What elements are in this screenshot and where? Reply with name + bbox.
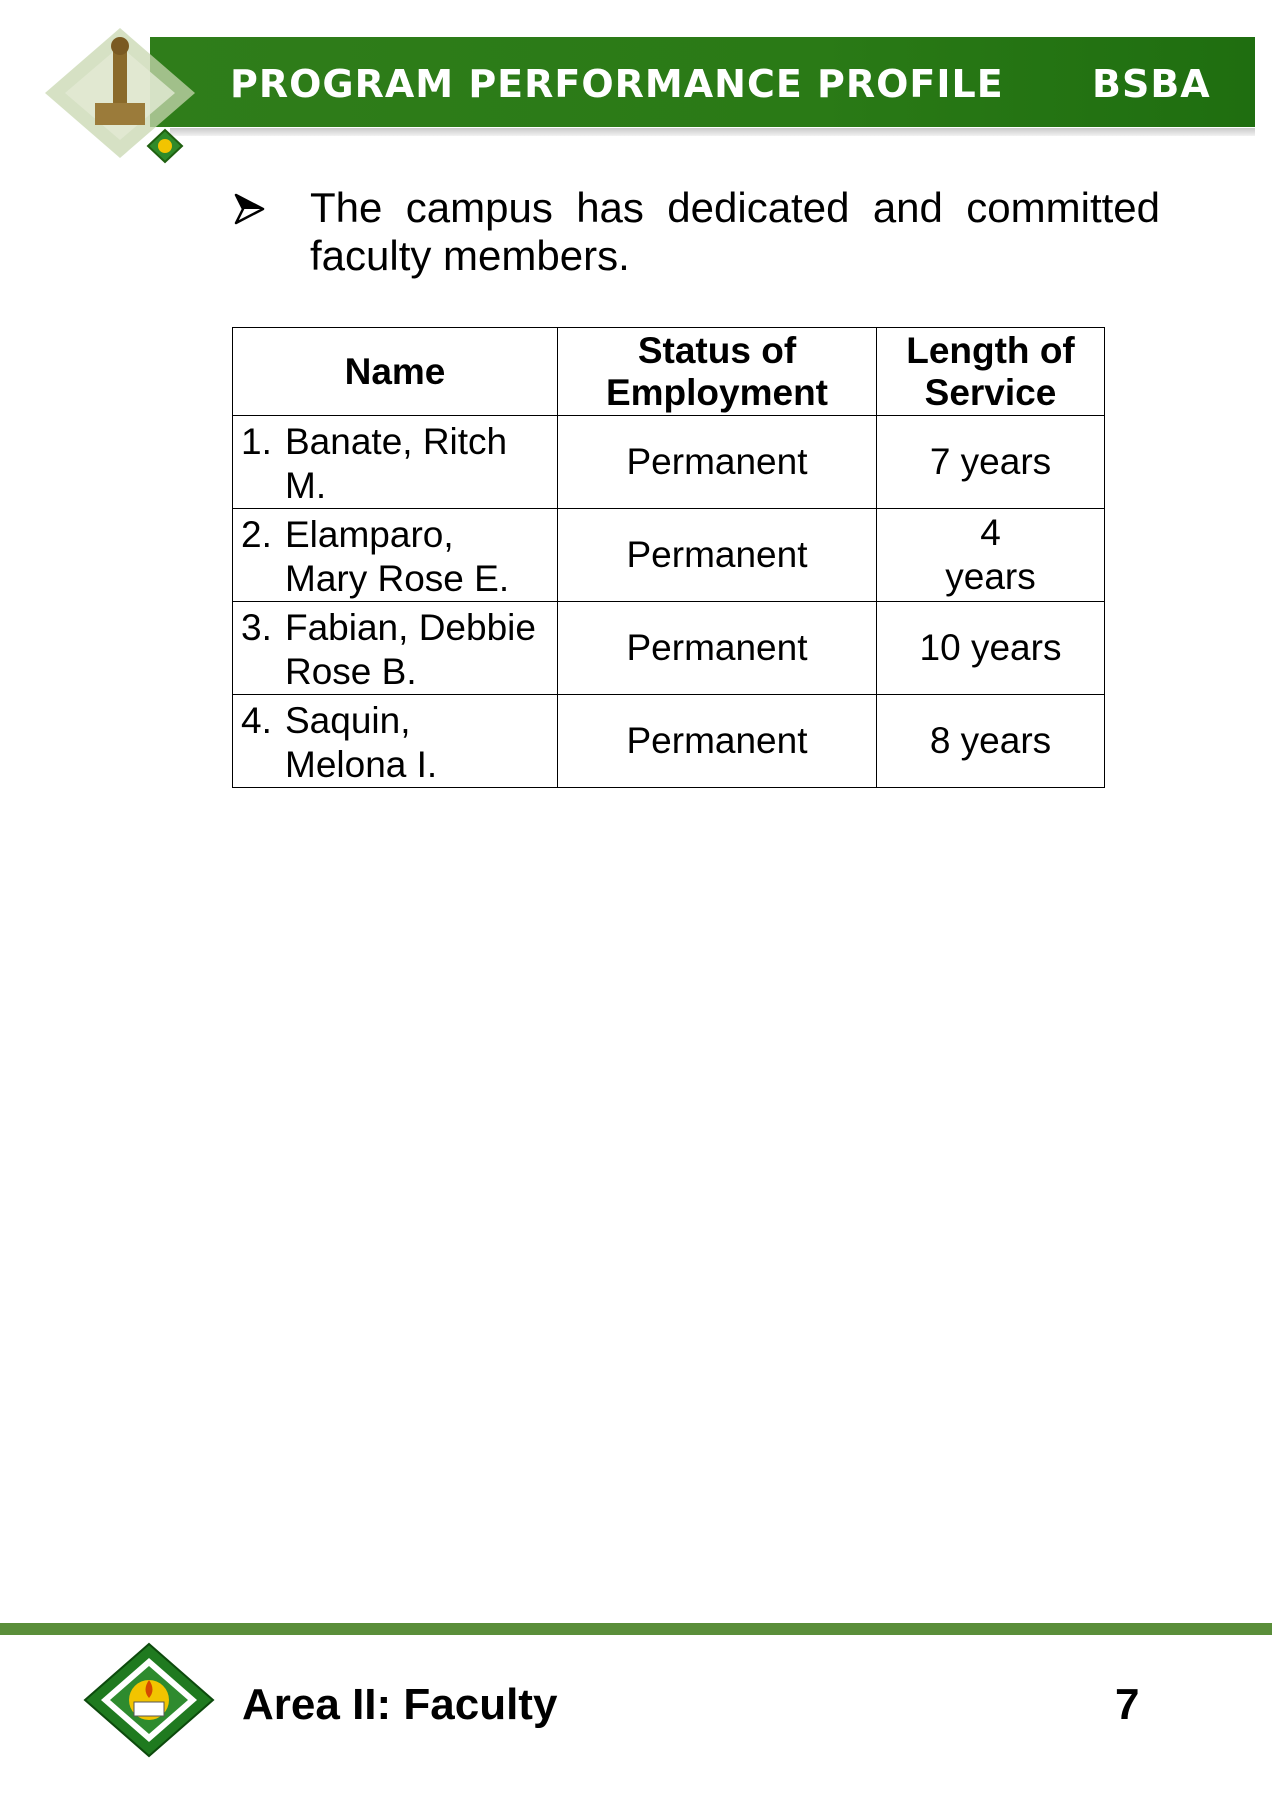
faculty-name: Elamparo, Mary Rose E.: [285, 514, 510, 599]
name-cell: [233, 416, 558, 509]
name-cell: [233, 602, 558, 695]
university-seal-icon: [82, 1640, 217, 1760]
header-length: Length of Service: [877, 328, 1105, 416]
faculty-name: Saquin, Melona I.: [285, 700, 438, 785]
table-header-row: [233, 328, 1105, 416]
faculty-name: Banate, Ritch M.: [285, 421, 508, 506]
header-status: Status of Employment: [558, 328, 877, 416]
status-cell: Permanent: [558, 695, 877, 788]
row-number: 3.: [241, 607, 272, 648]
arrow-bullet-icon: [232, 192, 266, 226]
bullet-text: The campus has dedicated and committed faculty members.: [310, 184, 1160, 279]
statue-logo-icon: [25, 18, 215, 178]
length-cell: 10 years: [877, 602, 1105, 695]
table-row: [233, 509, 1105, 602]
row-number: 4.: [241, 700, 272, 741]
table-row: [233, 695, 1105, 788]
status-cell: Permanent: [558, 509, 877, 602]
status-cell: Permanent: [558, 602, 877, 695]
faculty-name: Fabian, Debbie Rose B.: [285, 607, 536, 692]
name-cell: [233, 509, 558, 602]
table-row: [233, 416, 1105, 509]
length-cell: 8 years: [877, 695, 1105, 788]
header-title: PROGRAM PERFORMANCE PROFILE: [230, 62, 1004, 106]
row-number: 2.: [241, 514, 272, 555]
table-row: [233, 602, 1105, 695]
status-cell: Permanent: [558, 416, 877, 509]
program-code: BSBA: [1092, 62, 1211, 106]
length-cell: 7 years: [877, 416, 1105, 509]
footer-area-title: Area II: Faculty: [242, 1680, 558, 1729]
header-shadow: [170, 128, 1255, 136]
faculty-table: [232, 327, 1105, 788]
header-name: Name: [233, 328, 558, 416]
name-cell: [233, 695, 558, 788]
page-number: 7: [1115, 1680, 1140, 1729]
length-cell: 4 years: [877, 509, 1105, 602]
row-number: 1.: [241, 421, 272, 462]
footer-divider: [0, 1623, 1272, 1635]
